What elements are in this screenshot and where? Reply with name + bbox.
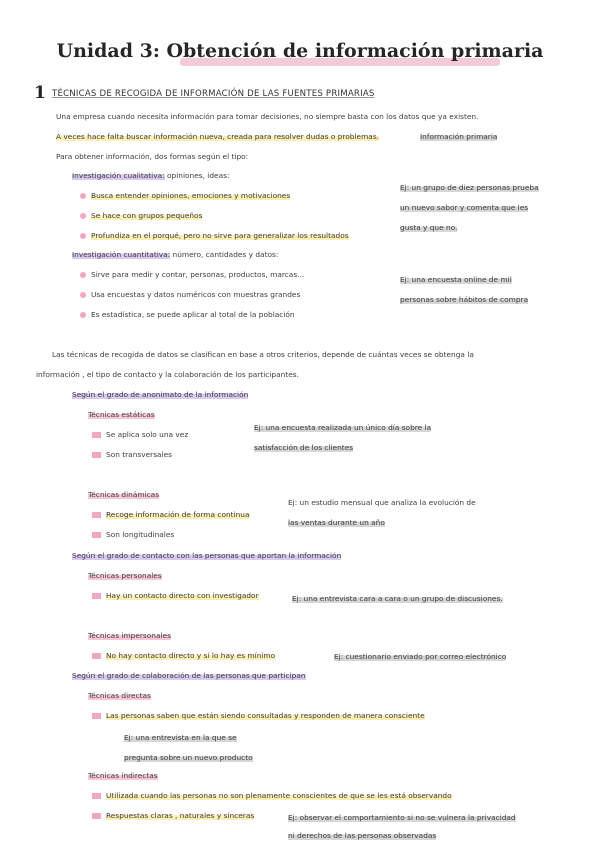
cuantitativa-example-2 (400, 295, 528, 304)
bullet-dot-icon (80, 233, 86, 239)
item-text: No hay contacto directo y si lo hay es mínimo (106, 651, 276, 660)
cualitativa-bullet (80, 191, 290, 200)
criterion-anonimato (72, 390, 248, 399)
section-heading: TÉCNICAS DE RECOGIDA DE INFORMACIÓN DE LAS FUENTES PRIMARIAS (52, 89, 375, 99)
dinamicas-example-1 (288, 498, 476, 507)
cuantitativa-bullet (80, 290, 300, 299)
estaticas-item (92, 450, 172, 459)
estaticas-example-2 (254, 443, 353, 452)
indirectas-example-2 (288, 831, 436, 840)
example-text: Ej: cuestionario enviado por correo electrónico (334, 652, 507, 661)
directas-item (92, 711, 425, 720)
bullet-dot-icon (80, 312, 86, 318)
cualitativa-label: Investigación cualitativa: (72, 171, 165, 180)
intro-line-2-text: A veces hace falta buscar información nueva, creada para resolver dudas o problemas. (56, 132, 380, 141)
subgroup-impersonales (88, 631, 171, 640)
bullet-square-icon (92, 813, 101, 819)
example-text: Ej: un estudio mensual que analiza la evolución de (288, 498, 476, 507)
bullet-square-icon (92, 432, 101, 438)
cuantitativa-heading (72, 250, 278, 259)
example-text: gusta y que no. (400, 223, 458, 232)
cualitativa-bullet (80, 211, 202, 220)
example-text: Ej: un grupo de diez personas prueba (400, 183, 539, 192)
bullet-text: Se hace con grupos pequeños (91, 211, 203, 220)
indirectas-example-1 (288, 813, 516, 822)
cualitativa-bullet (80, 231, 349, 240)
bullet-square-icon (92, 653, 101, 659)
example-text: las ventas durante un año (288, 518, 385, 527)
example-text: satisfacción de los clientes (254, 443, 354, 452)
impersonales-item (92, 651, 275, 660)
subgroup-dinamicas (88, 490, 159, 499)
item-text: Hay un contacto directo con investigador (106, 591, 259, 600)
directas-example-1 (124, 733, 237, 742)
directas-example-2 (124, 753, 253, 762)
bullet-square-icon (92, 713, 101, 719)
bullet-dot-icon (80, 292, 86, 298)
item-text: Se aplica solo una vez (106, 430, 189, 439)
item-text: Las personas saben que están siendo consultadas y responden de manera consciente (106, 711, 425, 720)
example-text: Ej: una entrevista cara a cara o un grupo de discusiones. (292, 594, 503, 603)
section-number: 1 (34, 83, 46, 103)
classification-line-2: información , el tipo de contacto y la colaboración de los participantes. (36, 370, 299, 379)
bullet-square-icon (92, 593, 101, 599)
dinamicas-item (92, 510, 250, 519)
item-text: Son longitudinales (106, 530, 175, 539)
indirectas-item (92, 791, 452, 800)
indirectas-item (92, 811, 254, 820)
example-text: Ej: una entrevista en la que se (124, 733, 237, 742)
criterion-colaboracion (72, 671, 306, 680)
classification-line-1: Las técnicas de recogida de datos se clasifican en base a otros criterios, depende de cuántas veces se obtenga la (52, 350, 474, 359)
cuantitativa-label: Investigación cuantitativa: (72, 250, 171, 259)
bullet-dot-icon (80, 193, 86, 199)
cualitativa-example-2 (400, 203, 528, 212)
subgroup-estaticas (88, 410, 155, 419)
example-text: Ej: una encuesta online de mil (400, 275, 512, 284)
estaticas-item (92, 430, 188, 439)
item-text: Utilizada cuando las personas no son plenamente conscientes de que se les está observando (106, 791, 452, 800)
dinamicas-item (92, 530, 174, 539)
cualitativa-example-3 (400, 223, 457, 232)
example-text: personas sobre hábitos de compra (400, 295, 529, 304)
example-text: Ej: observar el comportamiento si no se vulnera la privacidad (288, 813, 516, 822)
subgroup-indirectas (88, 771, 158, 780)
bullet-text: Usa encuestas y datos numéricos con muestras grandes (91, 290, 301, 299)
cualitativa-example-1 (400, 183, 539, 192)
intro-line-1: Una empresa cuando necesita información para tomar decisiones, no siempre basta con los datos que ya existen. (56, 112, 479, 121)
page-title: Unidad 3: Obtención de información primaria (56, 40, 544, 62)
example-text: un nuevo sabor y comenta que les (400, 203, 529, 212)
example-text: Ej: una encuesta realizada un único día sobre la (254, 423, 432, 432)
bullet-square-icon (92, 532, 101, 538)
cuantitativa-desc: número, cantidades y datos: (172, 250, 279, 259)
item-text: Recoge información de forma continua (106, 510, 250, 519)
bullet-square-icon (92, 452, 101, 458)
cuantitativa-example-1 (400, 275, 512, 284)
bullet-dot-icon (80, 213, 86, 219)
personales-example (292, 594, 503, 603)
bullet-text: Busca entender opiniones, emociones y motivaciones (91, 191, 291, 200)
subgroup-directas (88, 691, 151, 700)
item-text: Respuestas claras , naturales y sinceras (106, 811, 255, 820)
subgroup-name: Técnicas dinámicas (88, 490, 160, 499)
item-text: Son transversales (106, 450, 173, 459)
subgroup-name: Técnicas directas (88, 691, 151, 700)
bullet-text: Es estadística, se puede aplicar al total de la población (91, 310, 295, 319)
criterion-text: Según el grado de anonimato de la información (72, 390, 249, 399)
dinamicas-example-2 (288, 518, 385, 527)
subgroup-name: Técnicas estáticas (88, 410, 155, 419)
estaticas-example-1 (254, 423, 431, 432)
subgroup-name: Técnicas personales (88, 571, 162, 580)
intro-tag-text: Información primaria (420, 132, 498, 141)
bullet-dot-icon (80, 272, 86, 278)
bullet-square-icon (92, 512, 101, 518)
criterion-text: Según el grado de colaboración de las personas que participan (72, 671, 306, 680)
example-text: ni derechos de las personas observadas (288, 831, 437, 840)
intro-line-2 (56, 132, 379, 141)
bullet-text: Profundiza en el porqué, pero no sirve para generalizar los resultados (91, 231, 349, 240)
impersonales-example (334, 652, 506, 661)
personales-item (92, 591, 259, 600)
criterion-contacto (72, 551, 341, 560)
cuantitativa-bullet (80, 310, 295, 319)
intro-line-3: Para obtener información, dos formas según el tipo: (56, 152, 249, 161)
cualitativa-desc: opiniones, ideas: (167, 171, 230, 180)
subgroup-personales (88, 571, 162, 580)
intro-tag (420, 132, 497, 141)
cuantitativa-bullet (80, 270, 304, 279)
subgroup-name: Técnicas indirectas (88, 771, 158, 780)
bullet-square-icon (92, 793, 101, 799)
subgroup-name: Técnicas impersonales (88, 631, 171, 640)
example-text: pregunta sobre un nuevo producto (124, 753, 253, 762)
bullet-text: Sirve para medir y contar, personas, productos, marcas... (91, 270, 305, 279)
criterion-text: Según el grado de contacto con las personas que aportan la información (72, 551, 342, 560)
cualitativa-heading (72, 171, 229, 180)
